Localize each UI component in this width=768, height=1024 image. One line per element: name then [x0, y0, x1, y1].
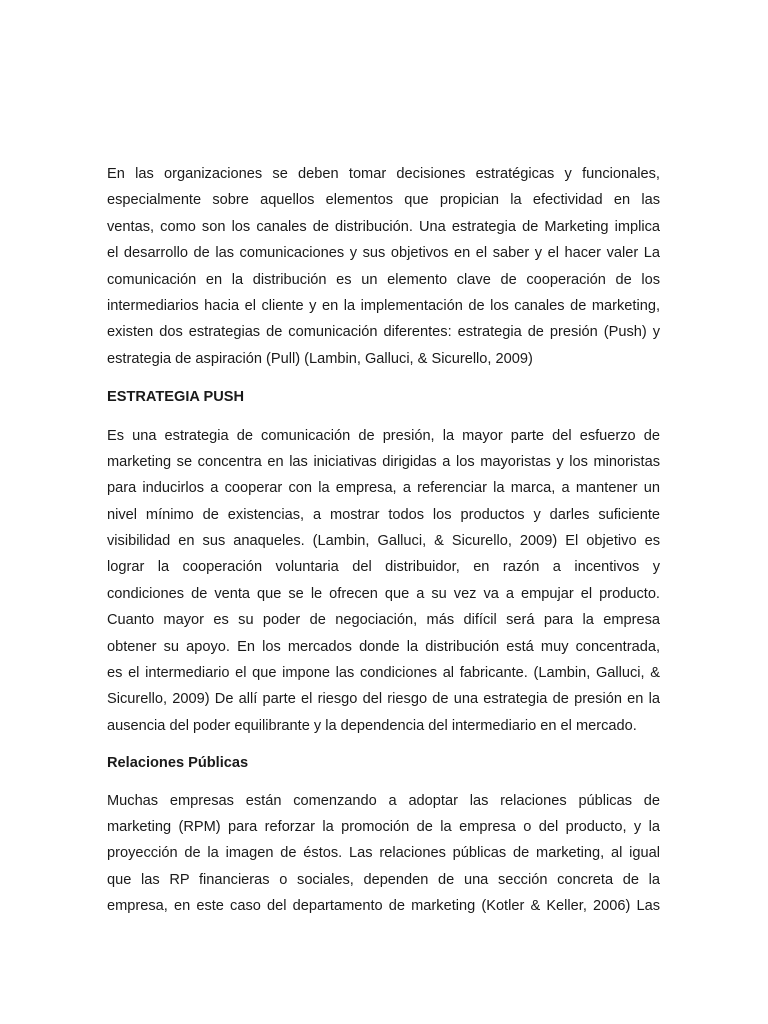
text-line: el desarrollo de las comunicaciones y sus objetivos en el saber y el hacer valer La: [107, 245, 660, 262]
spacer: [107, 739, 660, 750]
text-line: lograr la cooperación voluntaria del distribuidor, en razón a incentivos y: [107, 559, 660, 576]
rp-paragraph: [107, 788, 660, 920]
text-line: especialmente sobre aquellos elementos que propician la efectividad en las: [107, 192, 660, 209]
text-line: Es una estrategia de comunicación de presión, la mayor parte del esfuerzo de: [107, 427, 660, 444]
section-heading-relaciones-publicas: Relaciones Públicas: [107, 755, 249, 772]
text-line: condiciones de venta que se le ofrecen que a su vez va a empujar el producto.: [107, 585, 660, 602]
text-line: proyección de la imagen de éstos. Las relaciones públicas de marketing, al igual: [107, 845, 660, 862]
text-line: ausencia del poder equilibrante y la dependencia del intermediario en el mercado.: [107, 717, 637, 734]
intro-paragraph: [107, 161, 660, 372]
text-line: nivel mínimo de existencias, a mostrar todos los productos y darles suficiente: [107, 506, 660, 523]
text-line: que las RP financieras o sociales, dependen de una sección concreta de la: [107, 871, 660, 888]
section-heading-push: ESTRATEGIA PUSH: [107, 389, 245, 406]
text-line: marketing se concentra en las iniciativas dirigidas a los mayoristas y los minoristas: [107, 453, 660, 470]
spacer: [107, 777, 660, 788]
text-line: obtener su apoyo. En los mercados donde la distribución está muy concentrada,: [107, 638, 660, 655]
text-line: comunicación en la distribución es un elemento clave de cooperación de los: [107, 271, 660, 288]
text-line: para inducirlos a cooperar con la empresa, a referenciar la marca, a mantener un: [107, 480, 660, 497]
text-line: empresa, en este caso del departamento de marketing (Kotler & Keller, 2006) Las: [107, 898, 660, 915]
text-line: marketing (RPM) para reforzar la promoción de la empresa o del producto, y la: [107, 819, 660, 836]
text-line: Cuanto mayor es su poder de negociación, más difícil será para la empresa: [107, 612, 660, 629]
text-line: visibilidad en sus anaqueles. (Lambin, Galluci, & Sicurello, 2009) El objetivo es: [107, 533, 660, 550]
text-line: Sicurello, 2009) De allí parte el riesgo del riesgo de una estrategia de presión en la: [107, 691, 660, 708]
spacer: [107, 411, 660, 423]
document-page: [107, 161, 660, 920]
text-line: intermediarios hacia el cliente y en la implementación de los canales de marketing,: [107, 297, 660, 314]
spacer: [107, 372, 660, 384]
text-line: es el intermediario el que impone las condiciones al fabricante. (Lambin, Galluci, &: [107, 665, 660, 682]
text-line: ventas, como son los canales de distribución. Una estrategia de Marketing implica: [107, 218, 660, 235]
text-line: existen dos estrategias de comunicación diferentes: estrategia de presión (Push) y: [107, 324, 660, 341]
text-line: Muchas empresas están comenzando a adoptar las relaciones públicas de: [107, 792, 660, 809]
push-paragraph: [107, 423, 660, 740]
text-line: En las organizaciones se deben tomar decisiones estratégicas y funcionales,: [107, 166, 660, 182]
text-line: estrategia de aspiración (Pull) (Lambin, Galluci, & Sicurello, 2009): [107, 350, 533, 367]
